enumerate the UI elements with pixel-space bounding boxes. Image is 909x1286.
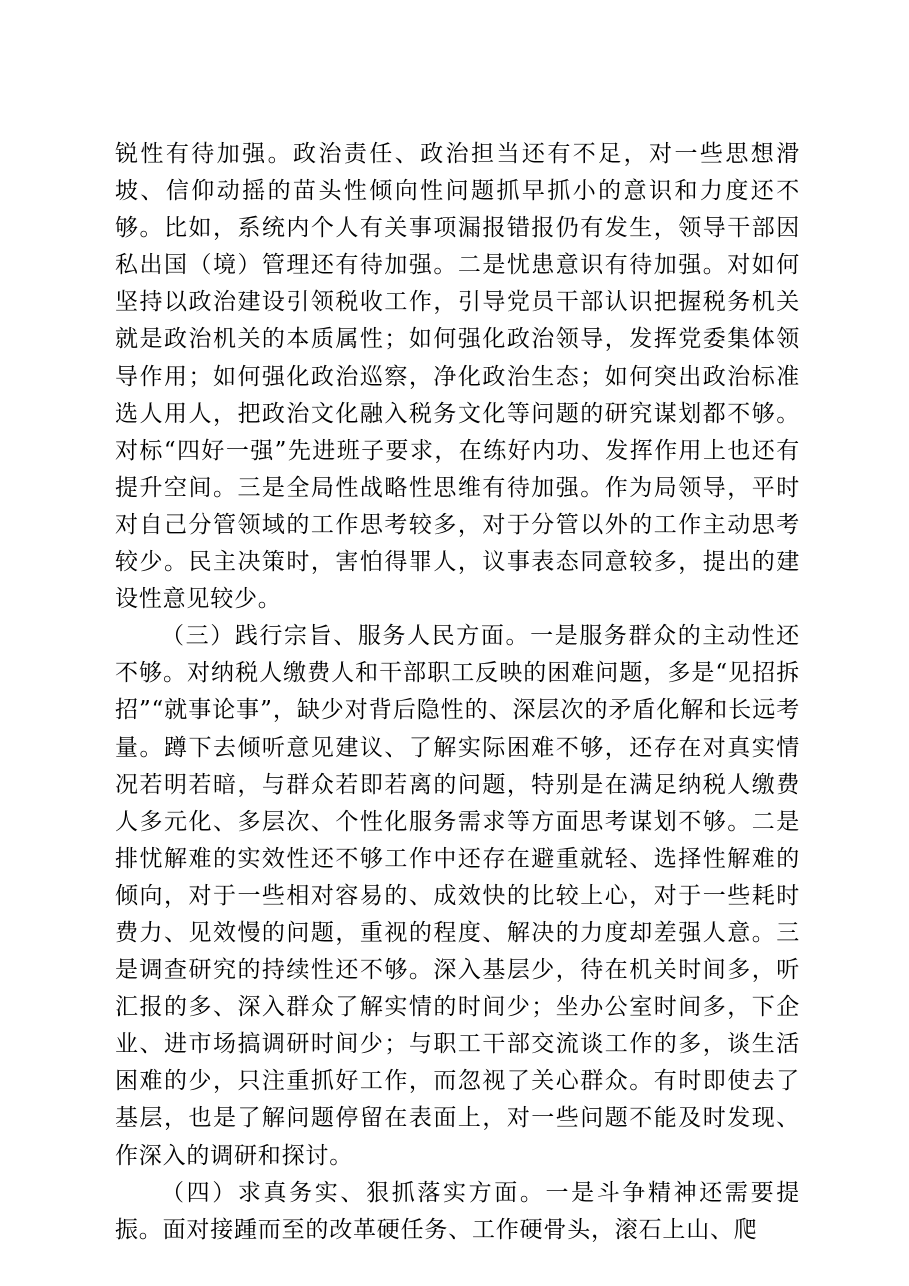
paragraph-section-three: （三）践行宗旨、服务人民方面。一是服务群众的主动性还不够。对纳税人缴费人和干部职工反映的困难问题，多是“见招拆招”“就事论事”，缺少对背后隐性的、深层次的矛盾化解和长远考量。蹲下去倾听意见建议、了解实际困难不够，还存在对真实情况若明若暗，与群众若即若离的问题，特别是在满足纳税人缴费人多元化、多层次、个性化服务需求等方面思考谋划不够。二是排忧解难的实效性还不够工作中还存在避重就轻、选择性解难的倾向，对于一些相对容易的、成效快的比较上心，对于一些耗时费力、见效慢的问题，重视的程度、解决的力度却差强人意。三是调查研究的持续性还不够。深入基层少，待在机关时间多，听汇报的多、深入群众了解实情的时间少；坐办公室时间多，下企业、进市场搞调研时间少；与职工干部交流谈工作的多，谈生活困难的少，只注重抓好工作，而忽视了关心群众。有时即使去了基层，也是了解问题停留在表面上，对一些问题不能及时发现、作深入的调研和探讨。 — [115, 623, 800, 1169]
document-body — [115, 136, 800, 1249]
paragraph-continuation: 锐性有待加强。政治责任、政治担当还有不足，对一些思想滑坡、信仰动摇的苗头性倾向性问题抓早抓小的意识和力度还不够。比如，系统内个人有关事项漏报错报仍有发生，领导干部因私出国（境）管理还有待加强。二是忧患意识有待加强。对如何坚持以政治建设引领税收工作，引导党员干部认识把握税务机关就是政治机关的本质属性；如何强化政治领导，发挥党委集体领导作用；如何强化政治巡察，净化政治生态；如何突出政治标准选人用人，把政治文化融入税务文化等问题的研究谋划都不够。对标“四好一强”先进班子要求，在练好内功、发挥作用上也还有提升空间。三是全局性战略性思维有待加强。作为局领导，平时对自己分管领域的工作思考较多，对于分管以外的工作主动思考较少。民主决策时，害怕得罪人，议事表态同意较多，提出的建设性意见较少。 — [115, 141, 800, 613]
paragraph-section-four: （四）求真务实、狠抓落实方面。一是斗争精神还需要提振。面对接踵而至的改革硬任务、工作硬骨头，滚石上山、爬 — [115, 1179, 800, 1243]
